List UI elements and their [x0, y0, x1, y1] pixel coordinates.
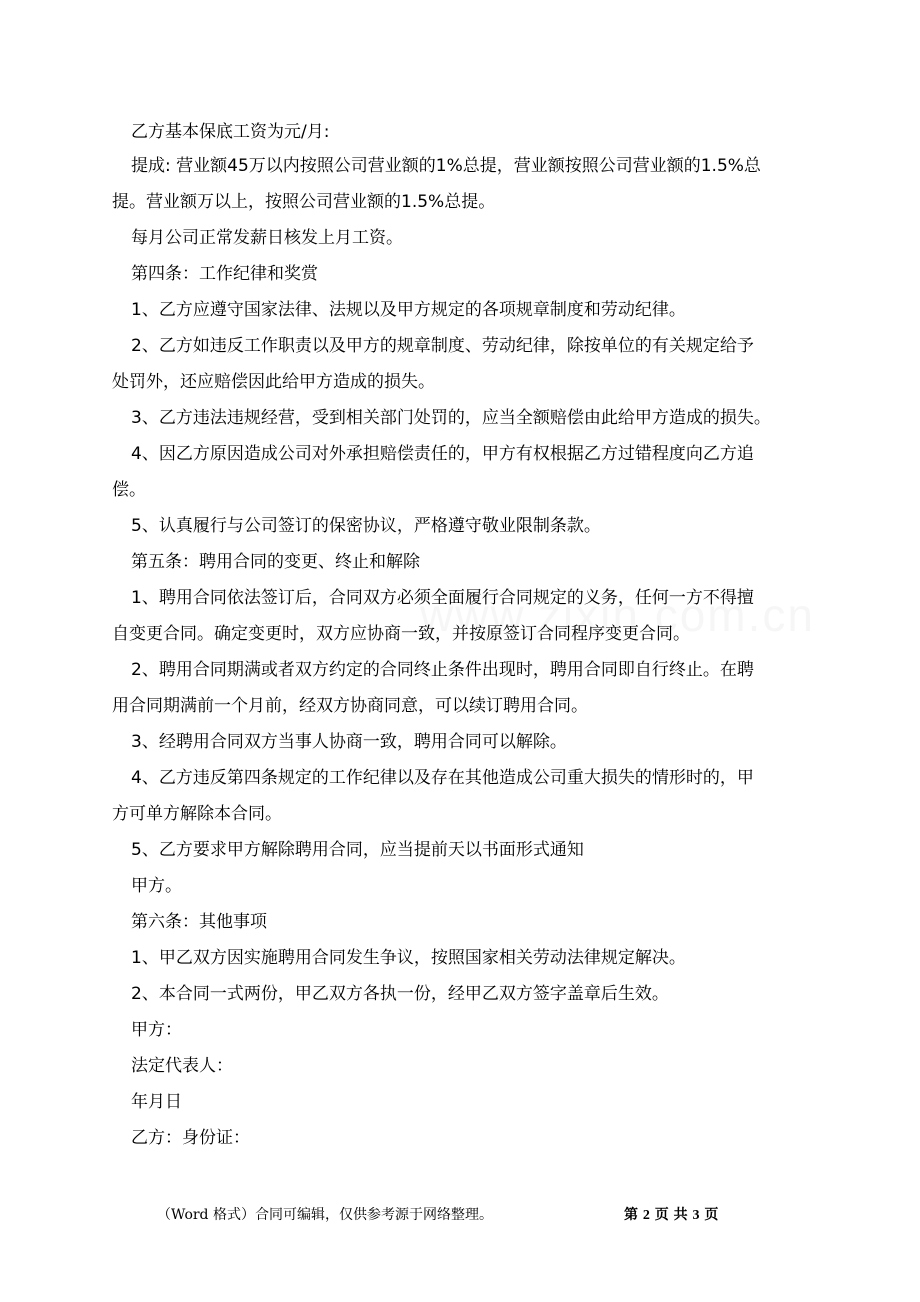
- text-line: 2、本合同一式两份，甲乙双方各执一份，经甲乙双方签字盖章后生效。: [131, 984, 669, 1004]
- text-line: 方可单方解除本合同。: [112, 804, 282, 824]
- page-number: [624, 1205, 718, 1226]
- page-suffix: 页: [704, 1207, 719, 1223]
- page-total: 3: [692, 1208, 700, 1223]
- signature-party-b: 乙方：身份证：: [131, 1128, 250, 1148]
- signature-date: 年月日: [131, 1092, 182, 1112]
- text-line: 1、甲乙双方因实施聘用合同发生争议，按照国家相关劳动法律规定解决。: [131, 948, 686, 968]
- text-line: 5、乙方要求甲方解除聘用合同，应当提前天以书面形式通知: [131, 840, 584, 860]
- text-line: 处罚外，还应赔偿因此给甲方造成的损失。: [112, 372, 435, 392]
- text-line: 提成: 营业额45万以内按照公司营业额的1%总提，营业额按照公司营业额的1.5%总: [131, 156, 761, 176]
- text-line: 4、因乙方原因造成公司对外承担赔偿责任的，甲方有权根据乙方过错程度向乙方追: [131, 444, 754, 464]
- text-line: 乙方基本保底工资为元/月:: [131, 122, 330, 142]
- footer-note: （Word 格式）合同可编辑，仅供参考源于网络整理。: [157, 1207, 493, 1223]
- section-heading: 第六条：其他事项: [131, 912, 267, 932]
- text-line: 3、经聘用合同双方当事人协商一致，聘用合同可以解除。: [131, 732, 567, 752]
- text-line: 2、聘用合同期满或者双方约定的合同终止条件出现时，聘用合同即自行终止。在聘: [131, 660, 754, 680]
- section-heading: 第四条：工作纪律和奖赏: [131, 264, 318, 284]
- section-heading: 第五条：聘用合同的变更、终止和解除: [131, 552, 420, 572]
- text-line: 1、乙方应遵守国家法律、法规以及甲方规定的各项规章制度和劳动纪律。: [131, 300, 686, 320]
- text-line: 自变更合同。确定变更时，双方应协商一致，并按原签订合同程序变更合同。: [112, 624, 690, 644]
- page-current: 2: [642, 1208, 650, 1223]
- text-line: 3、乙方违法违规经营，受到相关部门处罚的，应当全额赔偿由此给甲方造成的损失。: [131, 408, 771, 428]
- text-line: 用合同期满前一个月前，经双方协商同意，可以续订聘用合同。: [112, 696, 588, 716]
- page-prefix: 第: [624, 1207, 638, 1223]
- page-middle: 页 共: [654, 1207, 688, 1223]
- text-line: 偿。: [112, 480, 146, 500]
- text-line: 1、聘用合同依法签订后，合同双方必须全面履行合同规定的义务，任何一方不得擅: [131, 588, 754, 608]
- text-line: 提。营业额万以上，按照公司营业额的1.5%总提。: [112, 192, 496, 212]
- signature-party-a: 甲方：: [131, 1020, 182, 1040]
- text-line: 4、乙方违反第四条规定的工作纪律以及存在其他造成公司重大损失的情形时的，甲: [131, 768, 754, 788]
- text-line: 甲方。: [131, 876, 182, 896]
- text-line: 每月公司正常发薪日核发上月工资。: [131, 228, 403, 248]
- text-line: 2、乙方如违反工作职责以及甲方的规章制度、劳动纪律，除按单位的有关规定给予: [131, 336, 754, 356]
- legal-representative: 法定代表人：: [131, 1056, 233, 1076]
- text-line: 5、认真履行与公司签订的保密协议，严格遵守敬业限制条款。: [131, 516, 601, 536]
